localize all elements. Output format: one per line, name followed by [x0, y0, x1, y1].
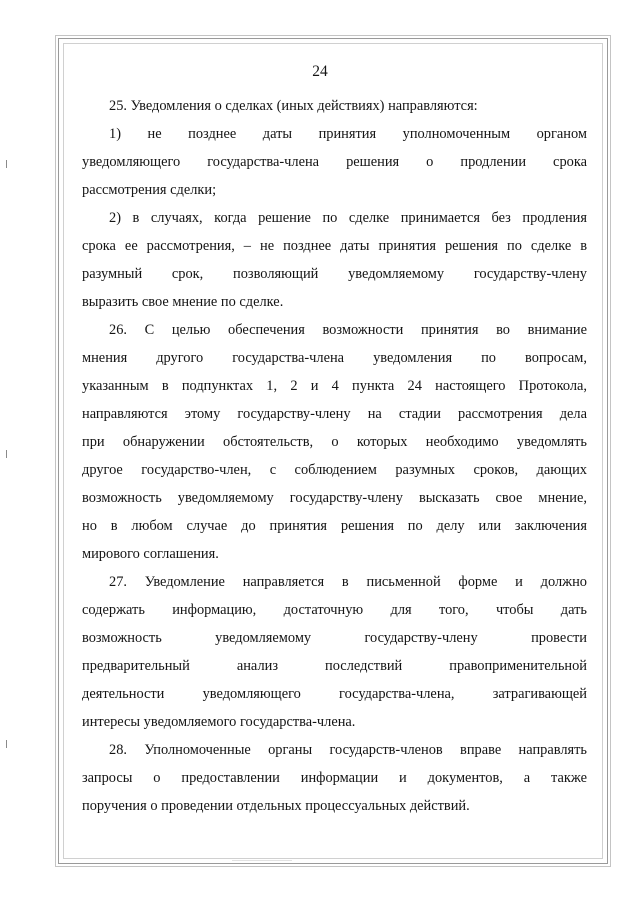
paragraph-25-item-2-line-2: срока ее рассмотрения, – не позднее даты принятия решения по сделке в: [82, 238, 587, 254]
paragraph-27-line-3: возможность уведомляемому государству-члену провести: [82, 630, 587, 646]
paragraph-27-line-2: содержать информацию, достаточную для того, чтобы дать: [82, 602, 587, 618]
paragraph-27-line-6: интересы уведомляемого государства-члена.: [82, 714, 356, 730]
paragraph-25-item-2-line-3: разумный срок, позволяющий уведомляемому государству-члену: [82, 266, 587, 282]
paragraph-25-item-2-line-1: 2) в случаях, когда решение по сделке принимается без продления: [109, 210, 587, 226]
paragraph-28-line-3: поручения о проведении отдельных процессуальных действий.: [82, 798, 470, 814]
margin-mark: [6, 450, 7, 458]
paragraph-26-line-6: другое государство-член, с соблюдением разумных сроков, дающих: [82, 462, 587, 478]
margin-mark: [6, 740, 7, 748]
paragraph-26-line-5: при обнаружении обстоятельств, о которых необходимо уведомлять: [82, 434, 587, 450]
paragraph-26-line-4: направляются этому государству-члену на стадии рассмотрения дела: [82, 406, 587, 422]
margin-mark: [6, 160, 7, 168]
paragraph-26-line-8: но в любом случае до принятия решения по делу или заключения: [82, 518, 587, 534]
paragraph-25-item-2-line-4: выразить свое мнение по сделке.: [82, 294, 284, 310]
paragraph-26-line-9: мирового соглашения.: [82, 546, 219, 562]
page-number: 24: [312, 63, 328, 80]
paragraph-28-line-1: 28. Уполномоченные органы государств-членов вправе направлять: [109, 742, 587, 758]
paragraph-27-line-5: деятельности уведомляющего государства-члена, затрагивающей: [82, 686, 587, 702]
paragraph-28-line-2: запросы о предоставлении информации и документов, а также: [82, 770, 587, 786]
paragraph-25-line-1: 25. Уведомления о сделках (иных действиях) направляются:: [109, 98, 478, 114]
paragraph-26-line-3: указанным в подпунктах 1, 2 и 4 пункта 24 настоящего Протокола,: [82, 378, 587, 394]
paragraph-25-item-1-line-2: уведомляющего государства-члена решения о продлении срока: [82, 154, 587, 170]
paragraph-27-line-1: 27. Уведомление направляется в письменной форме и должно: [109, 574, 587, 590]
scan-artifact: [232, 860, 292, 861]
paragraph-26-line-7: возможность уведомляемому государству-члену высказать свое мнение,: [82, 490, 587, 506]
paragraph-26-line-2: мнения другого государства-члена уведомления по вопросам,: [82, 350, 587, 366]
paragraph-26-line-1: 26. С целью обеспечения возможности принятия во внимание: [109, 322, 587, 338]
paragraph-25-item-1-line-1: 1) не позднее даты принятия уполномоченным органом: [109, 126, 587, 142]
paragraph-27-line-4: предварительный анализ последствий правоприменительной: [82, 658, 587, 674]
paragraph-25-item-1-line-3: рассмотрения сделки;: [82, 182, 217, 198]
